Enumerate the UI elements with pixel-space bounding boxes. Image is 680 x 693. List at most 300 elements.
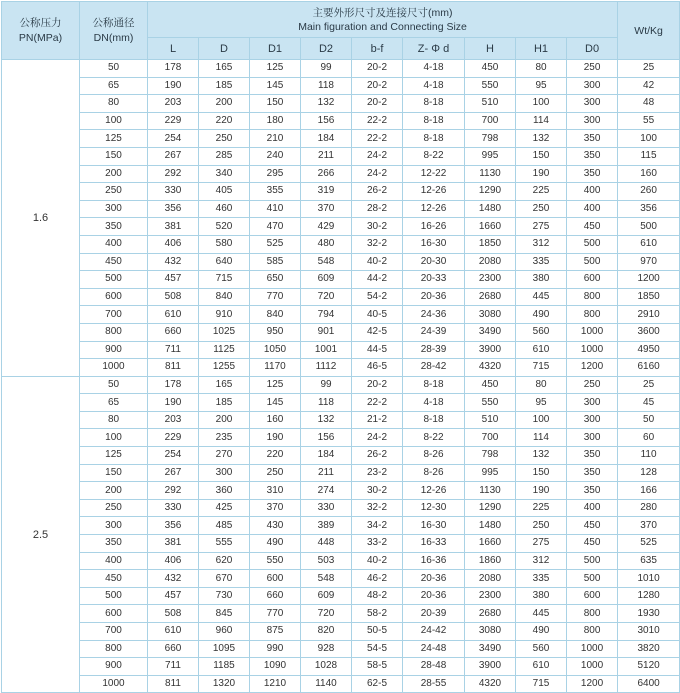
diameter-cell: 300 <box>80 517 148 535</box>
value-cell: 203 <box>148 411 199 429</box>
value-cell: 360 <box>199 482 250 500</box>
diameter-cell: 250 <box>80 183 148 201</box>
value-cell: 210 <box>250 130 301 148</box>
header-main-cn: 主要外形尺寸及连接尺寸(mm) <box>312 6 453 19</box>
value-cell: 798 <box>465 447 516 465</box>
header-dn-cn: 公称通径 <box>92 16 135 29</box>
value-cell: 250 <box>199 130 250 148</box>
value-cell: 670 <box>199 570 250 588</box>
diameter-cell: 800 <box>80 323 148 341</box>
value-cell: 28-55 <box>403 675 465 693</box>
diameter-cell: 400 <box>80 552 148 570</box>
table-row <box>2 640 680 658</box>
value-cell: 6400 <box>618 675 680 693</box>
diameter-cell: 250 <box>80 499 148 517</box>
value-cell: 4-18 <box>403 77 465 95</box>
table-row <box>2 130 680 148</box>
value-cell: 156 <box>301 112 352 130</box>
value-cell: 16-26 <box>403 218 465 236</box>
value-cell: 54-5 <box>352 640 403 658</box>
diameter-cell: 200 <box>80 482 148 500</box>
value-cell: 280 <box>618 499 680 517</box>
value-cell: 25 <box>618 60 680 78</box>
diameter-cell: 400 <box>80 235 148 253</box>
value-cell: 24-39 <box>403 323 465 341</box>
value-cell: 1025 <box>199 323 250 341</box>
value-cell: 4-18 <box>403 394 465 412</box>
value-cell: 406 <box>148 552 199 570</box>
value-cell: 340 <box>199 165 250 183</box>
value-cell: 700 <box>465 429 516 447</box>
value-cell: 600 <box>250 570 301 588</box>
value-cell: 190 <box>516 165 567 183</box>
value-cell: 60 <box>618 429 680 447</box>
value-cell: 720 <box>301 605 352 623</box>
value-cell: 3900 <box>465 341 516 359</box>
value-cell: 485 <box>199 517 250 535</box>
value-cell: 1000 <box>567 323 618 341</box>
value-cell: 8-18 <box>403 95 465 113</box>
table-row <box>2 570 680 588</box>
value-cell: 58-2 <box>352 605 403 623</box>
table-row <box>2 147 680 165</box>
value-cell: 500 <box>567 552 618 570</box>
value-cell: 99 <box>301 376 352 394</box>
value-cell: 1860 <box>465 552 516 570</box>
diameter-cell: 450 <box>80 570 148 588</box>
value-cell: 300 <box>567 394 618 412</box>
value-cell: 380 <box>516 271 567 289</box>
value-cell: 355 <box>250 183 301 201</box>
pressure-cell: 2.5 <box>2 376 80 693</box>
value-cell: 794 <box>301 306 352 324</box>
diameter-cell: 600 <box>80 288 148 306</box>
value-cell: 250 <box>250 464 301 482</box>
value-cell: 550 <box>465 77 516 95</box>
value-cell: 660 <box>148 323 199 341</box>
value-cell: 12-22 <box>403 165 465 183</box>
value-cell: 2300 <box>465 271 516 289</box>
diameter-cell: 500 <box>80 271 148 289</box>
table-row <box>2 499 680 517</box>
value-cell: 23-2 <box>352 464 403 482</box>
value-cell: 132 <box>516 447 567 465</box>
value-cell: 3490 <box>465 640 516 658</box>
value-cell: 110 <box>618 447 680 465</box>
value-cell: 525 <box>250 235 301 253</box>
value-cell: 145 <box>250 77 301 95</box>
value-cell: 430 <box>250 517 301 535</box>
diameter-cell: 700 <box>80 623 148 641</box>
value-cell: 508 <box>148 605 199 623</box>
table-row <box>2 112 680 130</box>
table-row <box>2 341 680 359</box>
value-cell: 4-18 <box>403 60 465 78</box>
value-cell: 490 <box>516 306 567 324</box>
value-cell: 16-36 <box>403 552 465 570</box>
value-cell: 28-42 <box>403 359 465 377</box>
value-cell: 350 <box>567 165 618 183</box>
value-cell: 450 <box>567 535 618 553</box>
diameter-cell: 1000 <box>80 675 148 693</box>
value-cell: 500 <box>567 235 618 253</box>
column-header: Z- Φ d <box>403 38 465 60</box>
value-cell: 50 <box>618 411 680 429</box>
value-cell: 40-2 <box>352 552 403 570</box>
table-row <box>2 482 680 500</box>
value-cell: 95 <box>516 77 567 95</box>
value-cell: 24-36 <box>403 306 465 324</box>
value-cell: 22-2 <box>352 394 403 412</box>
value-cell: 312 <box>516 235 567 253</box>
value-cell: 200 <box>199 411 250 429</box>
column-header: H <box>465 38 516 60</box>
value-cell: 50-5 <box>352 623 403 641</box>
table-row <box>2 183 680 201</box>
value-cell: 34-2 <box>352 517 403 535</box>
value-cell: 125 <box>250 60 301 78</box>
value-cell: 405 <box>199 183 250 201</box>
value-cell: 16-33 <box>403 535 465 553</box>
value-cell: 560 <box>516 323 567 341</box>
value-cell: 4950 <box>618 341 680 359</box>
value-cell: 610 <box>148 306 199 324</box>
value-cell: 300 <box>567 77 618 95</box>
value-cell: 185 <box>199 77 250 95</box>
value-cell: 32-2 <box>352 499 403 517</box>
value-cell: 240 <box>250 147 301 165</box>
value-cell: 711 <box>148 658 199 676</box>
value-cell: 510 <box>465 95 516 113</box>
value-cell: 1480 <box>465 200 516 218</box>
value-cell: 178 <box>148 60 199 78</box>
value-cell: 811 <box>148 359 199 377</box>
diameter-cell: 200 <box>80 165 148 183</box>
value-cell: 450 <box>567 517 618 535</box>
value-cell: 45 <box>618 394 680 412</box>
value-cell: 1660 <box>465 535 516 553</box>
value-cell: 190 <box>148 77 199 95</box>
value-cell: 609 <box>301 587 352 605</box>
value-cell: 450 <box>465 60 516 78</box>
value-cell: 335 <box>516 570 567 588</box>
value-cell: 132 <box>516 130 567 148</box>
value-cell: 1185 <box>199 658 250 676</box>
value-cell: 500 <box>567 253 618 271</box>
value-cell: 995 <box>465 147 516 165</box>
value-cell: 3010 <box>618 623 680 641</box>
value-cell: 610 <box>148 623 199 641</box>
value-cell: 165 <box>199 60 250 78</box>
value-cell: 115 <box>618 147 680 165</box>
value-cell: 1130 <box>465 165 516 183</box>
value-cell: 1125 <box>199 341 250 359</box>
value-cell: 28-2 <box>352 200 403 218</box>
value-cell: 580 <box>199 235 250 253</box>
diameter-cell: 150 <box>80 147 148 165</box>
table-row <box>2 77 680 95</box>
value-cell: 1000 <box>567 341 618 359</box>
diameter-cell: 500 <box>80 587 148 605</box>
value-cell: 381 <box>148 535 199 553</box>
table-row <box>2 447 680 465</box>
value-cell: 6160 <box>618 359 680 377</box>
column-header: D1 <box>250 38 301 60</box>
value-cell: 990 <box>250 640 301 658</box>
value-cell: 166 <box>618 482 680 500</box>
value-cell: 8-26 <box>403 447 465 465</box>
value-cell: 445 <box>516 288 567 306</box>
value-cell: 3820 <box>618 640 680 658</box>
value-cell: 80 <box>516 60 567 78</box>
value-cell: 310 <box>250 482 301 500</box>
value-cell: 875 <box>250 623 301 641</box>
value-cell: 16-30 <box>403 235 465 253</box>
value-cell: 660 <box>148 640 199 658</box>
value-cell: 370 <box>301 200 352 218</box>
value-cell: 1200 <box>618 271 680 289</box>
value-cell: 995 <box>465 464 516 482</box>
value-cell: 132 <box>301 411 352 429</box>
value-cell: 300 <box>567 411 618 429</box>
value-cell: 114 <box>516 429 567 447</box>
value-cell: 48-2 <box>352 587 403 605</box>
value-cell: 180 <box>250 112 301 130</box>
value-cell: 250 <box>516 200 567 218</box>
value-cell: 250 <box>567 60 618 78</box>
value-cell: 660 <box>250 587 301 605</box>
value-cell: 300 <box>199 464 250 482</box>
table-row <box>2 288 680 306</box>
value-cell: 55 <box>618 112 680 130</box>
value-cell: 220 <box>199 112 250 130</box>
value-cell: 1050 <box>250 341 301 359</box>
value-cell: 1095 <box>199 640 250 658</box>
value-cell: 585 <box>250 253 301 271</box>
value-cell: 200 <box>199 95 250 113</box>
value-cell: 229 <box>148 429 199 447</box>
value-cell: 350 <box>567 447 618 465</box>
value-cell: 300 <box>567 95 618 113</box>
value-cell: 800 <box>567 605 618 623</box>
value-cell: 292 <box>148 165 199 183</box>
value-cell: 190 <box>250 429 301 447</box>
diameter-cell: 300 <box>80 200 148 218</box>
value-cell: 560 <box>516 640 567 658</box>
value-cell: 432 <box>148 570 199 588</box>
value-cell: 20-30 <box>403 253 465 271</box>
table-row <box>2 464 680 482</box>
pressure-cell: 1.6 <box>2 60 80 377</box>
value-cell: 114 <box>516 112 567 130</box>
diameter-cell: 700 <box>80 306 148 324</box>
value-cell: 24-2 <box>352 165 403 183</box>
header-weight: Wt/Kg <box>618 2 680 60</box>
value-cell: 503 <box>301 552 352 570</box>
value-cell: 928 <box>301 640 352 658</box>
value-cell: 1200 <box>567 359 618 377</box>
value-cell: 840 <box>250 306 301 324</box>
value-cell: 1170 <box>250 359 301 377</box>
value-cell: 500 <box>618 218 680 236</box>
value-cell: 2300 <box>465 587 516 605</box>
table-row <box>2 200 680 218</box>
table-row <box>2 411 680 429</box>
header-main <box>148 2 618 38</box>
value-cell: 711 <box>148 341 199 359</box>
value-cell: 156 <box>301 429 352 447</box>
value-cell: 798 <box>465 130 516 148</box>
column-header: b-f <box>352 38 403 60</box>
table-body <box>2 60 680 693</box>
value-cell: 330 <box>148 499 199 517</box>
value-cell: 715 <box>516 359 567 377</box>
value-cell: 312 <box>516 552 567 570</box>
value-cell: 335 <box>516 253 567 271</box>
value-cell: 100 <box>516 411 567 429</box>
value-cell: 42 <box>618 77 680 95</box>
value-cell: 350 <box>567 464 618 482</box>
value-cell: 960 <box>199 623 250 641</box>
diameter-cell: 900 <box>80 658 148 676</box>
value-cell: 319 <box>301 183 352 201</box>
header-pn-en: PN(MPa) <box>18 31 63 44</box>
value-cell: 1290 <box>465 183 516 201</box>
value-cell: 8-18 <box>403 411 465 429</box>
value-cell: 500 <box>567 570 618 588</box>
value-cell: 274 <box>301 482 352 500</box>
value-cell: 30-2 <box>352 482 403 500</box>
diameter-cell: 600 <box>80 605 148 623</box>
value-cell: 20-36 <box>403 288 465 306</box>
value-cell: 1850 <box>618 288 680 306</box>
value-cell: 715 <box>516 675 567 693</box>
table-row <box>2 218 680 236</box>
value-cell: 400 <box>567 183 618 201</box>
value-cell: 275 <box>516 535 567 553</box>
diameter-cell: 50 <box>80 376 148 394</box>
value-cell: 901 <box>301 323 352 341</box>
value-cell: 225 <box>516 499 567 517</box>
value-cell: 267 <box>148 147 199 165</box>
table-row <box>2 359 680 377</box>
value-cell: 3490 <box>465 323 516 341</box>
value-cell: 400 <box>567 499 618 517</box>
table-row <box>2 253 680 271</box>
value-cell: 457 <box>148 587 199 605</box>
value-cell: 12-26 <box>403 200 465 218</box>
value-cell: 270 <box>199 447 250 465</box>
column-header: D2 <box>301 38 352 60</box>
value-cell: 1140 <box>301 675 352 693</box>
value-cell: 48 <box>618 95 680 113</box>
diameter-cell: 450 <box>80 253 148 271</box>
value-cell: 715 <box>199 271 250 289</box>
value-cell: 2080 <box>465 253 516 271</box>
diameter-cell: 900 <box>80 341 148 359</box>
value-cell: 44-5 <box>352 341 403 359</box>
value-cell: 3080 <box>465 306 516 324</box>
value-cell: 42-5 <box>352 323 403 341</box>
value-cell: 609 <box>301 271 352 289</box>
value-cell: 8-18 <box>403 376 465 394</box>
value-cell: 490 <box>250 535 301 553</box>
value-cell: 490 <box>516 623 567 641</box>
value-cell: 21-2 <box>352 411 403 429</box>
value-cell: 16-30 <box>403 517 465 535</box>
table-row <box>2 658 680 676</box>
value-cell: 610 <box>618 235 680 253</box>
value-cell: 1000 <box>567 658 618 676</box>
value-cell: 20-2 <box>352 95 403 113</box>
table-row <box>2 623 680 641</box>
value-cell: 635 <box>618 552 680 570</box>
value-cell: 550 <box>250 552 301 570</box>
value-cell: 1200 <box>567 675 618 693</box>
value-cell: 99 <box>301 60 352 78</box>
diameter-cell: 1000 <box>80 359 148 377</box>
value-cell: 1290 <box>465 499 516 517</box>
value-cell: 128 <box>618 464 680 482</box>
value-cell: 429 <box>301 218 352 236</box>
value-cell: 32-2 <box>352 235 403 253</box>
value-cell: 448 <box>301 535 352 553</box>
table-row <box>2 60 680 78</box>
table-row <box>2 535 680 553</box>
value-cell: 211 <box>301 147 352 165</box>
value-cell: 640 <box>199 253 250 271</box>
value-cell: 260 <box>618 183 680 201</box>
value-cell: 26-2 <box>352 183 403 201</box>
value-cell: 100 <box>618 130 680 148</box>
value-cell: 1660 <box>465 218 516 236</box>
value-cell: 229 <box>148 112 199 130</box>
value-cell: 425 <box>199 499 250 517</box>
value-cell: 20-36 <box>403 570 465 588</box>
value-cell: 1280 <box>618 587 680 605</box>
value-cell: 1028 <box>301 658 352 676</box>
value-cell: 3080 <box>465 623 516 641</box>
table-row <box>2 587 680 605</box>
value-cell: 178 <box>148 376 199 394</box>
column-header: L <box>148 38 199 60</box>
value-cell: 12-26 <box>403 482 465 500</box>
value-cell: 24-48 <box>403 640 465 658</box>
value-cell: 1480 <box>465 517 516 535</box>
value-cell: 40-2 <box>352 253 403 271</box>
value-cell: 254 <box>148 447 199 465</box>
value-cell: 165 <box>199 376 250 394</box>
table-row <box>2 235 680 253</box>
value-cell: 720 <box>301 288 352 306</box>
value-cell: 150 <box>516 147 567 165</box>
value-cell: 1930 <box>618 605 680 623</box>
value-cell: 250 <box>567 376 618 394</box>
table-row <box>2 429 680 447</box>
value-cell: 26-2 <box>352 447 403 465</box>
diameter-cell: 100 <box>80 429 148 447</box>
value-cell: 3600 <box>618 323 680 341</box>
value-cell: 54-2 <box>352 288 403 306</box>
value-cell: 1320 <box>199 675 250 693</box>
value-cell: 406 <box>148 235 199 253</box>
value-cell: 22-2 <box>352 130 403 148</box>
value-cell: 190 <box>516 482 567 500</box>
value-cell: 548 <box>301 570 352 588</box>
value-cell: 381 <box>148 218 199 236</box>
header-dn-en: DN(mm) <box>93 31 134 44</box>
value-cell: 8-26 <box>403 464 465 482</box>
